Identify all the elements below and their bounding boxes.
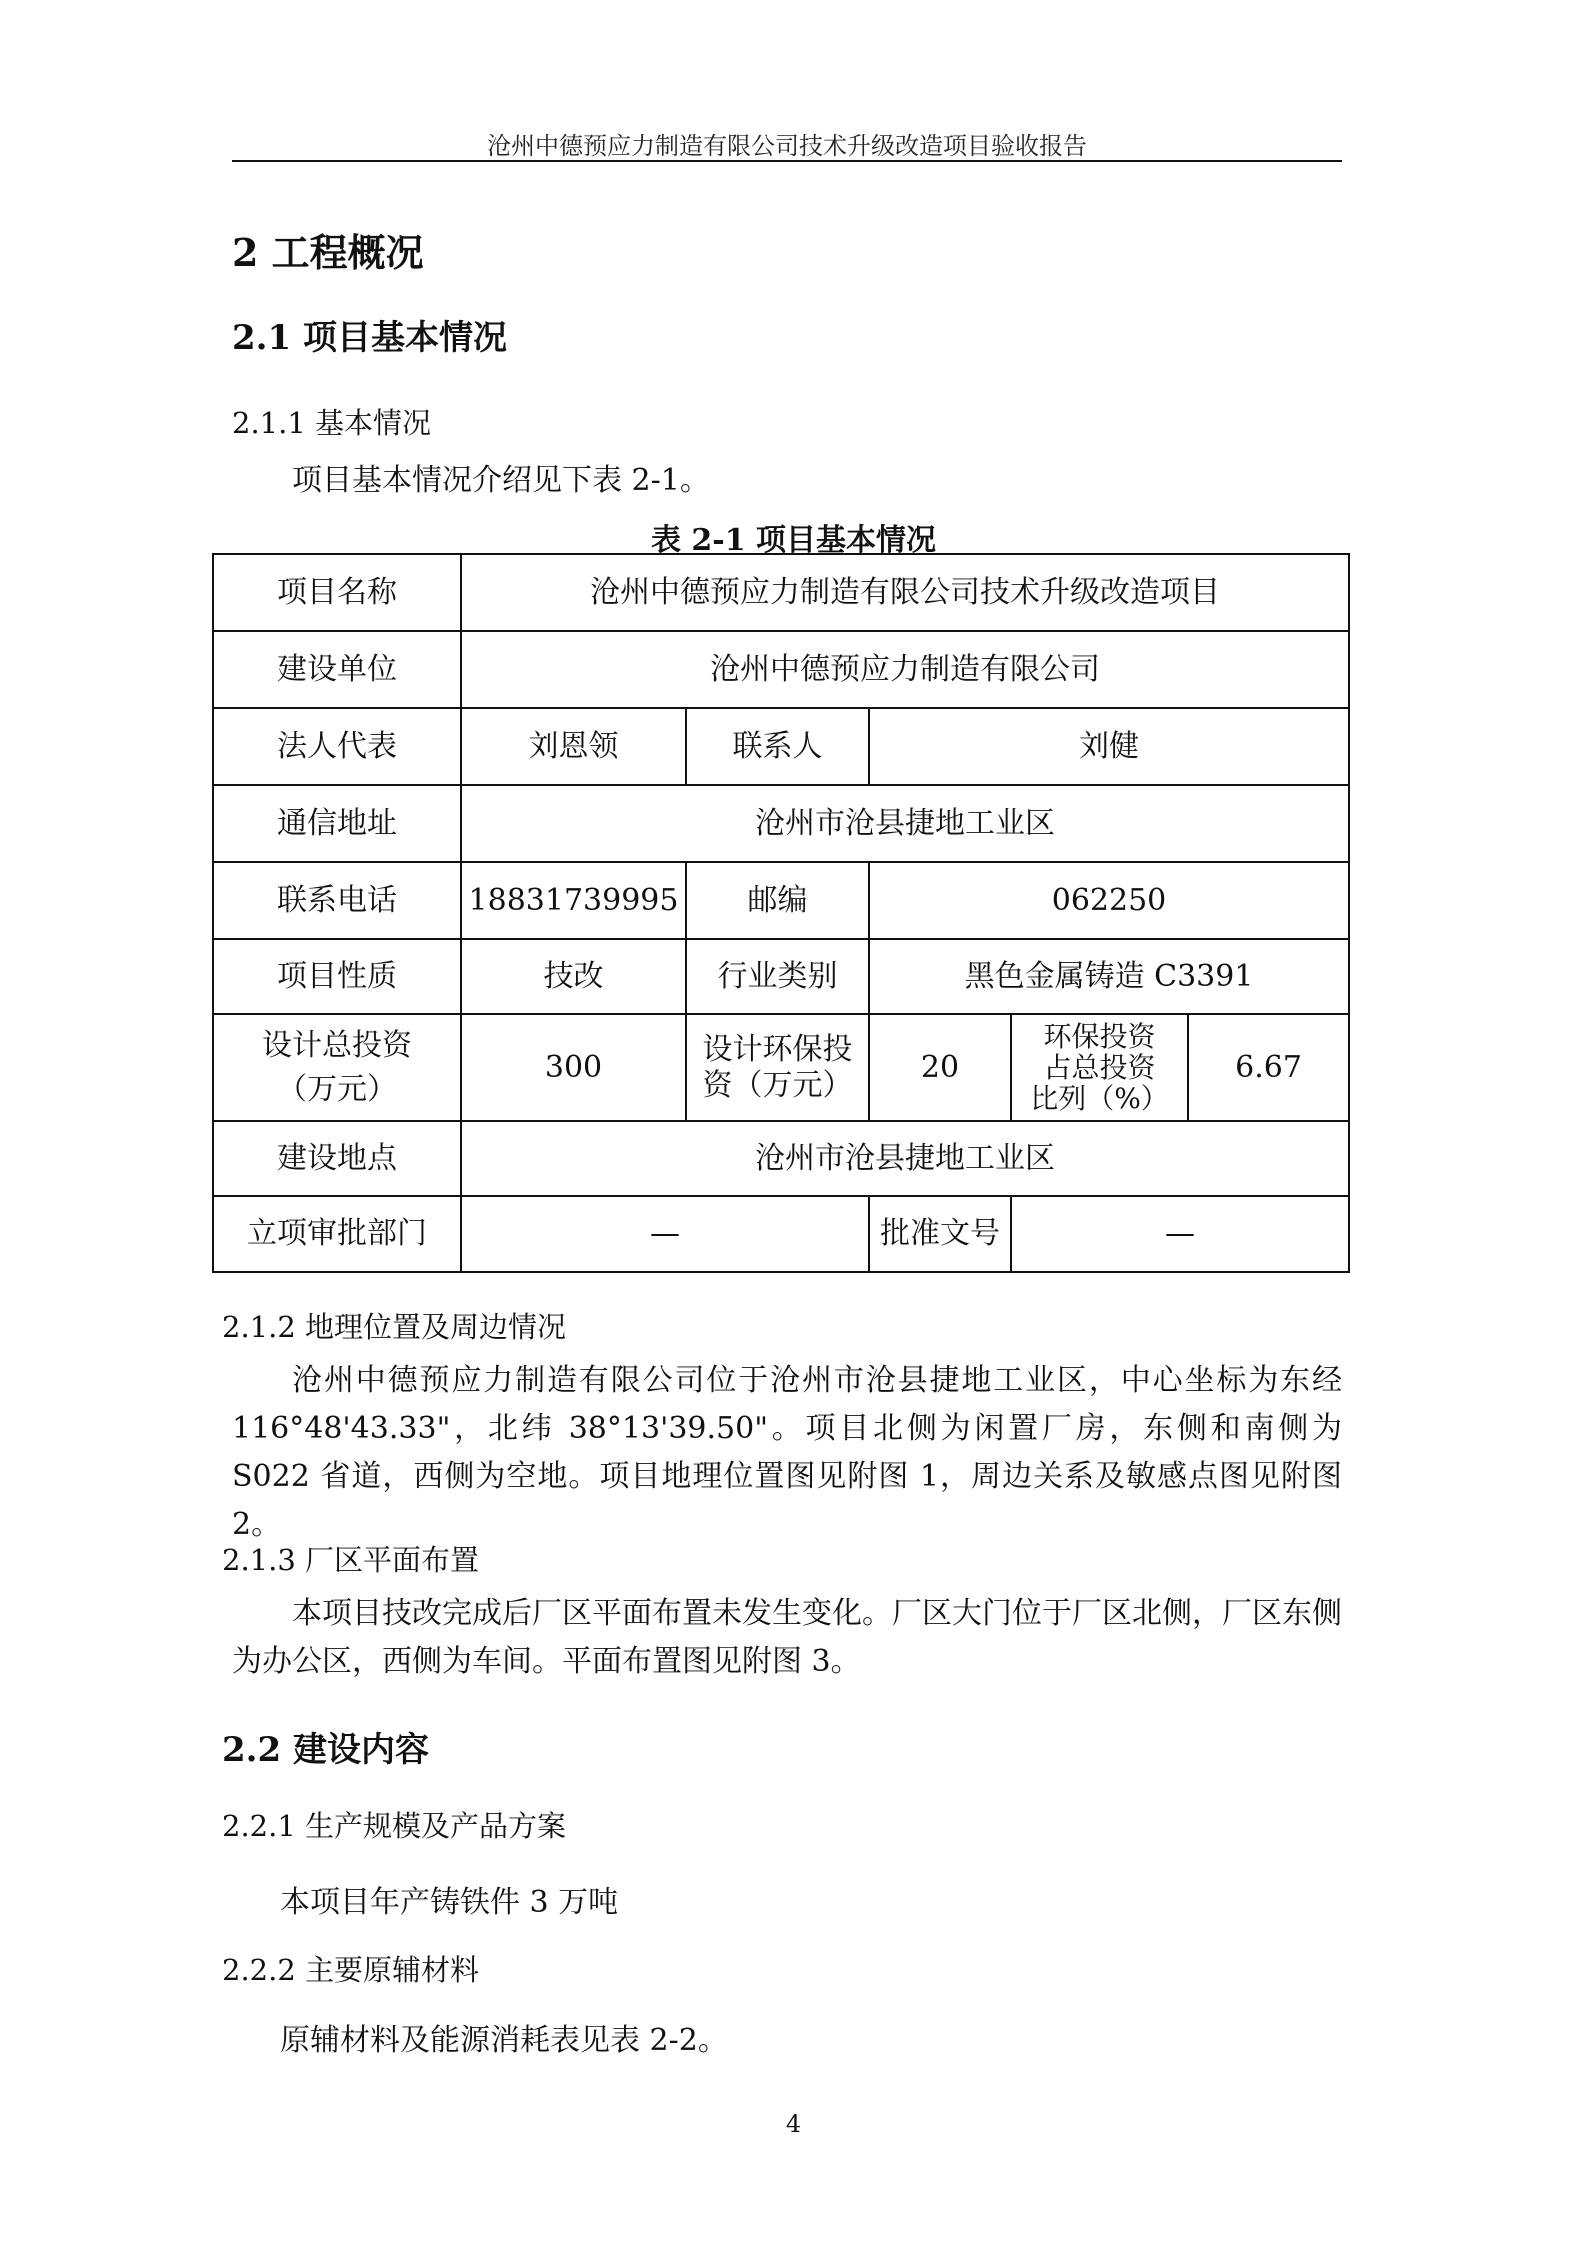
- header-divider: [232, 160, 1342, 162]
- table-row: [213, 708, 1349, 785]
- env-ratio-value: 6.67: [1188, 1014, 1349, 1121]
- site-label: 建设地点: [213, 1121, 461, 1196]
- table-row: [213, 631, 1349, 708]
- section-2-1-heading: 2.1 项目基本情况: [232, 318, 507, 358]
- project-name-value: 沧州中德预应力制造有限公司技术升级改造项目: [461, 554, 1349, 631]
- section-2-heading: 2 工程概况: [232, 230, 424, 275]
- investment-label: [213, 1014, 461, 1121]
- postcode-label: 邮编: [686, 862, 869, 939]
- env-investment-label-line1: 设计环保投: [702, 1031, 853, 1067]
- contact-value: 刘健: [869, 708, 1349, 785]
- table-row: [213, 1196, 1349, 1272]
- section-2-1-3-heading: 2.1.3 厂区平面布置: [222, 1543, 480, 1577]
- nature-value: 技改: [461, 939, 686, 1014]
- table-row: [213, 785, 1349, 862]
- address-label: 通信地址: [213, 785, 461, 862]
- builder-value: 沧州中德预应力制造有限公司: [461, 631, 1349, 708]
- env-investment-value: 20: [869, 1014, 1011, 1121]
- investment-label-line1: 设计总投资: [262, 1027, 412, 1063]
- env-ratio-label-line2: 占总投资: [1043, 1051, 1156, 1084]
- table-row: [213, 939, 1349, 1014]
- project-info-table: [212, 553, 1350, 1273]
- nature-label: 项目性质: [213, 939, 461, 1014]
- address-value: 沧州市沧县捷地工业区: [461, 785, 1349, 862]
- location-paragraph: 沧州中德预应力制造有限公司位于沧州市沧县捷地工业区，中心坐标为东经 116°48'43.33"，北纬 38°13'39.50"。项目北侧为闲置厂房，东侧和南侧为 S022 省道，西侧为空地。项目地理位置图见附图 1，周边关系及敏感点图见附图 2。: [232, 1363, 1342, 1542]
- site-value: 沧州市沧县捷地工业区: [461, 1121, 1349, 1196]
- env-ratio-label-line3: 比列（%）: [1030, 1082, 1169, 1115]
- table-row: [213, 554, 1349, 631]
- section-2-1-2-heading: 2.1.2 地理位置及周边情况: [222, 1310, 567, 1344]
- legal-rep-value: 刘恩领: [461, 708, 686, 785]
- section-2-2-1-heading: 2.2.1 生产规模及产品方案: [222, 1809, 567, 1843]
- table-caption: 表 2-1 项目基本情况: [650, 523, 937, 558]
- phone-label: 联系电话: [213, 862, 461, 939]
- approval-doc-value: —: [1011, 1196, 1349, 1272]
- page-header: 沧州中德预应力制造有限公司技术升级改造项目验收报告: [487, 132, 1087, 160]
- env-investment-label: [686, 1014, 869, 1121]
- approval-dept-label: 立项审批部门: [213, 1196, 461, 1272]
- env-ratio-label: [1011, 1014, 1188, 1121]
- investment-value: 300: [461, 1014, 686, 1121]
- approval-dept-value: —: [461, 1196, 869, 1272]
- env-ratio-label-line1: 环保投资: [1043, 1020, 1156, 1053]
- approval-doc-label: 批准文号: [869, 1196, 1011, 1272]
- project-name-label: 项目名称: [213, 554, 461, 631]
- industry-label: 行业类别: [686, 939, 869, 1014]
- page-number: 4: [785, 2110, 802, 2138]
- section-2-1-1-heading: 2.1.1 基本情况: [232, 406, 432, 440]
- section-2-2-heading: 2.2 建设内容: [222, 1730, 429, 1770]
- materials-text: 原辅材料及能源消耗表见表 2-2。: [280, 2023, 728, 2058]
- env-investment-label-line2: 资（万元）: [702, 1067, 853, 1103]
- layout-paragraph: 本项目技改完成后厂区平面布置未发生变化。厂区大门位于厂区北侧，厂区东侧为办公区，西侧为车间。平面布置图见附图 3。: [232, 1596, 1342, 1679]
- table-row: [213, 862, 1349, 939]
- scale-text: 本项目年产铸铁件 3 万吨: [280, 1885, 619, 1920]
- legal-rep-label: 法人代表: [213, 708, 461, 785]
- builder-label: 建设单位: [213, 631, 461, 708]
- table-row: [213, 1014, 1349, 1121]
- postcode-value: 062250: [869, 862, 1349, 939]
- contact-label: 联系人: [686, 708, 869, 785]
- investment-label-line2: （万元）: [277, 1071, 397, 1107]
- industry-value: 黑色金属铸造 C3391: [869, 939, 1349, 1014]
- phone-value: 18831739995: [461, 862, 686, 939]
- section-2-2-2-heading: 2.2.2 主要原辅材料: [222, 1953, 480, 1987]
- table-row: [213, 1121, 1349, 1196]
- table-intro-text: 项目基本情况介绍见下表 2-1。: [292, 463, 710, 498]
